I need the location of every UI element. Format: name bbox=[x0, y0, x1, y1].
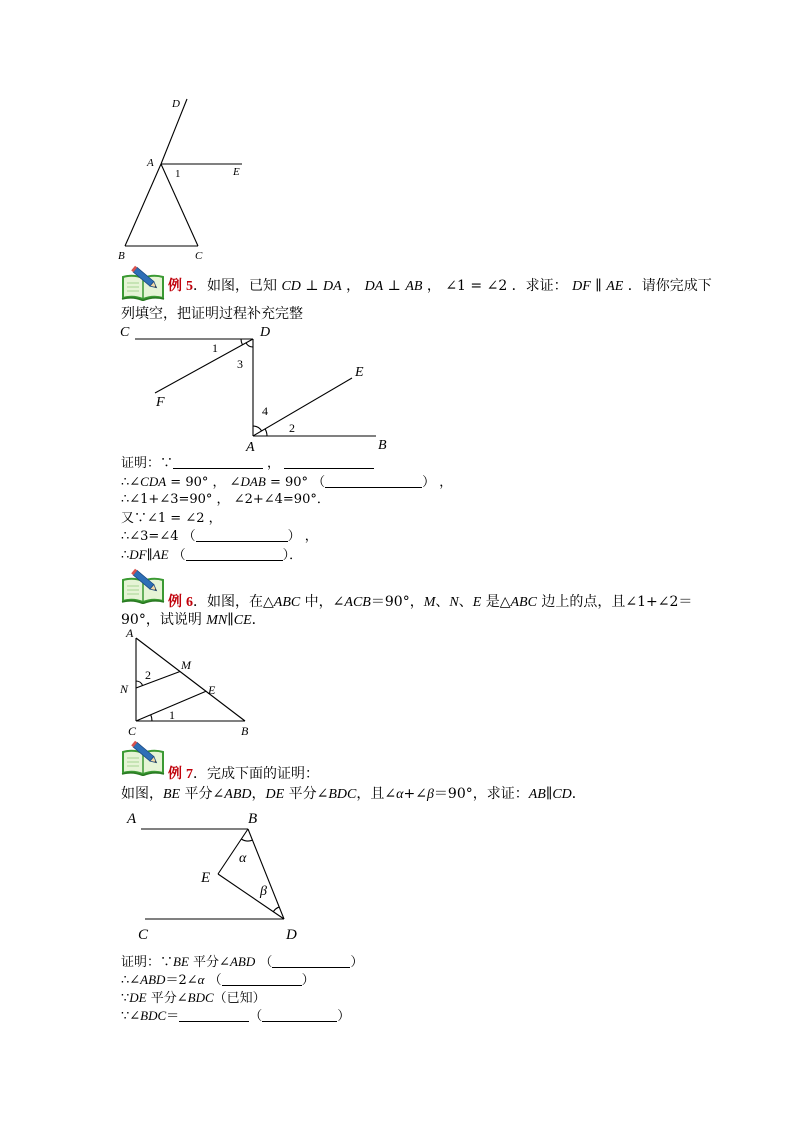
proof-line-3 bbox=[121, 989, 266, 1007]
proof-line-4: 又∵∠1 = ∠2 ， bbox=[121, 511, 222, 526]
label-b: B bbox=[241, 724, 249, 738]
proof-text: ） bbox=[337, 1009, 351, 1024]
answer-blank bbox=[272, 957, 350, 968]
book-pencil-icon bbox=[121, 265, 165, 301]
prompt-text: ＝90°，求证： bbox=[433, 786, 529, 802]
example-label: 例 bbox=[168, 594, 182, 610]
proof-line-2 bbox=[121, 473, 452, 491]
example-label: 例 bbox=[168, 278, 182, 294]
prompt-text: ⊥ bbox=[300, 278, 323, 294]
answer-blank bbox=[186, 550, 283, 561]
figure-example-7 bbox=[120, 805, 305, 943]
prompt-text: 中，∠ bbox=[300, 594, 345, 610]
proof-line-6 bbox=[121, 546, 302, 564]
proof-line-2 bbox=[121, 971, 315, 989]
math-text: α bbox=[396, 787, 404, 802]
label-angle-1: 1 bbox=[212, 341, 218, 355]
label-angle-2: 2 bbox=[289, 421, 295, 435]
book-pencil-icon bbox=[121, 568, 165, 604]
math-text: DAB bbox=[240, 474, 266, 489]
example-7-prompt-line-2 bbox=[121, 785, 586, 803]
prompt-text: 平分∠ bbox=[284, 786, 329, 802]
label-d: D bbox=[172, 98, 180, 110]
prompt-text: 、 bbox=[435, 594, 450, 610]
answer-blank bbox=[222, 975, 302, 986]
math-text: ABD bbox=[140, 972, 166, 987]
label-b: B bbox=[378, 438, 387, 453]
proof-text: 证明：∵ bbox=[121, 456, 174, 471]
proof-text: ∵ bbox=[121, 991, 130, 1006]
math-text: ABD bbox=[229, 954, 256, 969]
label-n: N bbox=[120, 682, 129, 696]
label-e: E bbox=[201, 870, 211, 886]
math-text: β bbox=[426, 787, 434, 802]
angle-arc-2 bbox=[136, 681, 143, 686]
math-text: ABC bbox=[273, 595, 301, 610]
prompt-text: ＝90°， bbox=[370, 594, 424, 610]
label-d: D bbox=[286, 927, 297, 943]
prompt-text: 边上的点，且∠1+∠2＝ bbox=[536, 594, 693, 610]
angle-arc-2 bbox=[265, 429, 267, 436]
prompt-text: ∥ bbox=[227, 612, 234, 628]
label-f: F bbox=[156, 395, 165, 410]
prompt-text: ， bbox=[251, 786, 266, 802]
figure-previous-example bbox=[110, 92, 250, 264]
proof-text: ， bbox=[267, 456, 281, 471]
proof-text: 证明：∵ bbox=[121, 955, 174, 970]
label-angle-1: 1 bbox=[175, 168, 181, 180]
label-a: A bbox=[127, 811, 137, 827]
label-alpha: α bbox=[239, 851, 247, 866]
proof-text: = 90° ， ∠ bbox=[166, 475, 241, 490]
proof-line-3: ∴∠1+∠3=90° ， ∠2+∠4=90°． bbox=[121, 492, 330, 507]
angle-arc-3 bbox=[246, 343, 253, 347]
label-a: A bbox=[246, 440, 255, 455]
proof-text: ∥ bbox=[146, 548, 153, 563]
math-text: α bbox=[197, 972, 205, 987]
label-angle-2: 2 bbox=[145, 668, 151, 682]
proof-text: ∴∠ bbox=[121, 973, 141, 988]
prompt-text: 如图， bbox=[121, 786, 163, 802]
prompt-text: ，且∠ bbox=[356, 786, 397, 802]
label-b: B bbox=[248, 811, 258, 827]
math-text: DA bbox=[322, 279, 342, 294]
label-a: A bbox=[126, 626, 134, 640]
proof-text: ） ， bbox=[287, 529, 318, 544]
example-7-prompt-line-1 bbox=[168, 765, 319, 783]
prompt-text: 平分∠ bbox=[180, 786, 225, 802]
prompt-text: ⊥ bbox=[383, 278, 406, 294]
example-number: 7 bbox=[186, 767, 193, 782]
label-c: C bbox=[138, 927, 149, 943]
label-c: C bbox=[120, 325, 130, 340]
label-c: C bbox=[128, 724, 137, 738]
angle-arc-1 bbox=[241, 339, 242, 345]
prompt-text: ．请你完成下 bbox=[623, 278, 712, 294]
segment-ab bbox=[125, 164, 161, 246]
prompt-text: 是△ bbox=[481, 594, 511, 610]
segment-bd bbox=[248, 829, 284, 919]
math-text: BE bbox=[173, 954, 189, 969]
math-text: MN bbox=[206, 613, 228, 628]
label-e: E bbox=[233, 166, 240, 178]
prompt-text: ∥ bbox=[545, 786, 553, 802]
proof-text: （ bbox=[249, 1009, 263, 1024]
label-e: E bbox=[355, 365, 364, 380]
proof-line-5 bbox=[121, 528, 318, 546]
label-a: A bbox=[147, 157, 154, 169]
prompt-text: ．如图，在△ bbox=[193, 594, 274, 610]
proof-text: （ bbox=[168, 548, 186, 563]
proof-text: = 90° （ bbox=[265, 475, 326, 490]
segment-ab bbox=[136, 638, 245, 721]
proof-text: ＝ bbox=[166, 1009, 180, 1024]
math-text: BDC bbox=[140, 1008, 167, 1023]
math-text: AE bbox=[606, 279, 624, 294]
proof-line-4 bbox=[121, 1007, 350, 1025]
math-text: CDA bbox=[140, 474, 167, 489]
proof-text: ＝2∠ bbox=[165, 973, 198, 988]
proof-text: ） ， bbox=[422, 475, 453, 490]
prompt-text: ． bbox=[251, 612, 266, 628]
math-text: CD bbox=[552, 787, 572, 802]
angle-arc-1 bbox=[151, 715, 152, 721]
proof-text: ） bbox=[350, 955, 364, 970]
figure-example-6 bbox=[118, 625, 258, 737]
answer-blank bbox=[196, 531, 288, 542]
angle-arc-alpha bbox=[241, 839, 252, 841]
math-text: BE bbox=[163, 787, 181, 802]
label-angle-4: 4 bbox=[262, 404, 268, 418]
proof-text: 平分∠ bbox=[146, 991, 188, 1006]
math-text: AB bbox=[405, 279, 423, 294]
prompt-text: ， bbox=[341, 278, 365, 294]
proof-text: ∴∠3=∠4 （ bbox=[121, 529, 196, 544]
prompt-text: ∥ bbox=[590, 278, 607, 294]
math-text: N bbox=[449, 595, 459, 610]
math-text: ACB bbox=[344, 595, 371, 610]
label-d: D bbox=[260, 325, 271, 340]
book-pencil-icon bbox=[121, 740, 165, 776]
proof-text: ） bbox=[301, 973, 315, 988]
math-text: ABD bbox=[224, 787, 252, 802]
math-text: BDC bbox=[187, 990, 214, 1005]
proof-line-1 bbox=[121, 455, 374, 473]
proof-text: （ bbox=[255, 955, 273, 970]
angle-arc-beta bbox=[273, 907, 279, 912]
math-text: ABC bbox=[510, 595, 537, 610]
proof-text: ∴∠ bbox=[121, 475, 141, 490]
math-text: CD bbox=[281, 279, 301, 294]
prompt-text: ．完成下面的证明： bbox=[193, 766, 319, 782]
angle-arc-4 bbox=[253, 426, 262, 431]
prompt-text: ， ∠1 = ∠2 ．求证： bbox=[422, 278, 573, 294]
example-5-prompt-line-2: 列填空，把证明过程补充完整 bbox=[121, 306, 303, 322]
label-c: C bbox=[195, 250, 203, 262]
answer-blank bbox=[179, 1011, 249, 1022]
math-text: AB bbox=[528, 787, 546, 802]
math-text: BDC bbox=[328, 787, 357, 802]
proof-text: ∵∠ bbox=[121, 1009, 141, 1024]
answer-blank bbox=[173, 458, 263, 469]
label-b: B bbox=[118, 250, 125, 262]
proof-text: ）． bbox=[282, 548, 303, 563]
answer-blank bbox=[284, 458, 374, 469]
proof-text: 平分∠ bbox=[188, 955, 230, 970]
proof-text: （已知） bbox=[213, 991, 266, 1006]
answer-blank bbox=[325, 477, 422, 488]
math-text: M bbox=[423, 595, 436, 610]
math-text: DF bbox=[129, 547, 147, 562]
prompt-text: ． bbox=[571, 786, 586, 802]
math-text: DE bbox=[129, 990, 147, 1005]
label-e: E bbox=[208, 683, 216, 697]
math-text: CE bbox=[233, 613, 252, 628]
label-angle-1: 1 bbox=[169, 708, 175, 722]
prompt-text: 90°，试说明 bbox=[121, 612, 207, 628]
example-label: 例 bbox=[168, 766, 182, 782]
prompt-text: +∠ bbox=[403, 786, 427, 802]
example-5-prompt-line-1 bbox=[168, 277, 712, 295]
proof-text: （ bbox=[204, 973, 222, 988]
math-text: AE bbox=[152, 547, 169, 562]
prompt-text: ．如图，已知 bbox=[193, 278, 282, 294]
example-number: 5 bbox=[186, 279, 193, 294]
example-number: 6 bbox=[186, 595, 193, 610]
label-angle-3: 3 bbox=[237, 357, 243, 371]
label-m: M bbox=[181, 658, 191, 672]
proof-text: ∴ bbox=[121, 548, 130, 563]
figure-example-5 bbox=[115, 322, 395, 455]
example-6-prompt-line-1 bbox=[168, 593, 692, 611]
segment-nm bbox=[136, 672, 180, 689]
label-beta: β bbox=[260, 884, 267, 899]
math-text: DA bbox=[364, 279, 384, 294]
answer-blank bbox=[262, 1011, 337, 1022]
math-text: E bbox=[472, 595, 482, 610]
math-text: DF bbox=[572, 279, 591, 294]
segment-ed bbox=[218, 874, 284, 919]
math-text: DE bbox=[265, 787, 285, 802]
prompt-text: 、 bbox=[458, 594, 473, 610]
proof-line-1 bbox=[121, 953, 363, 971]
